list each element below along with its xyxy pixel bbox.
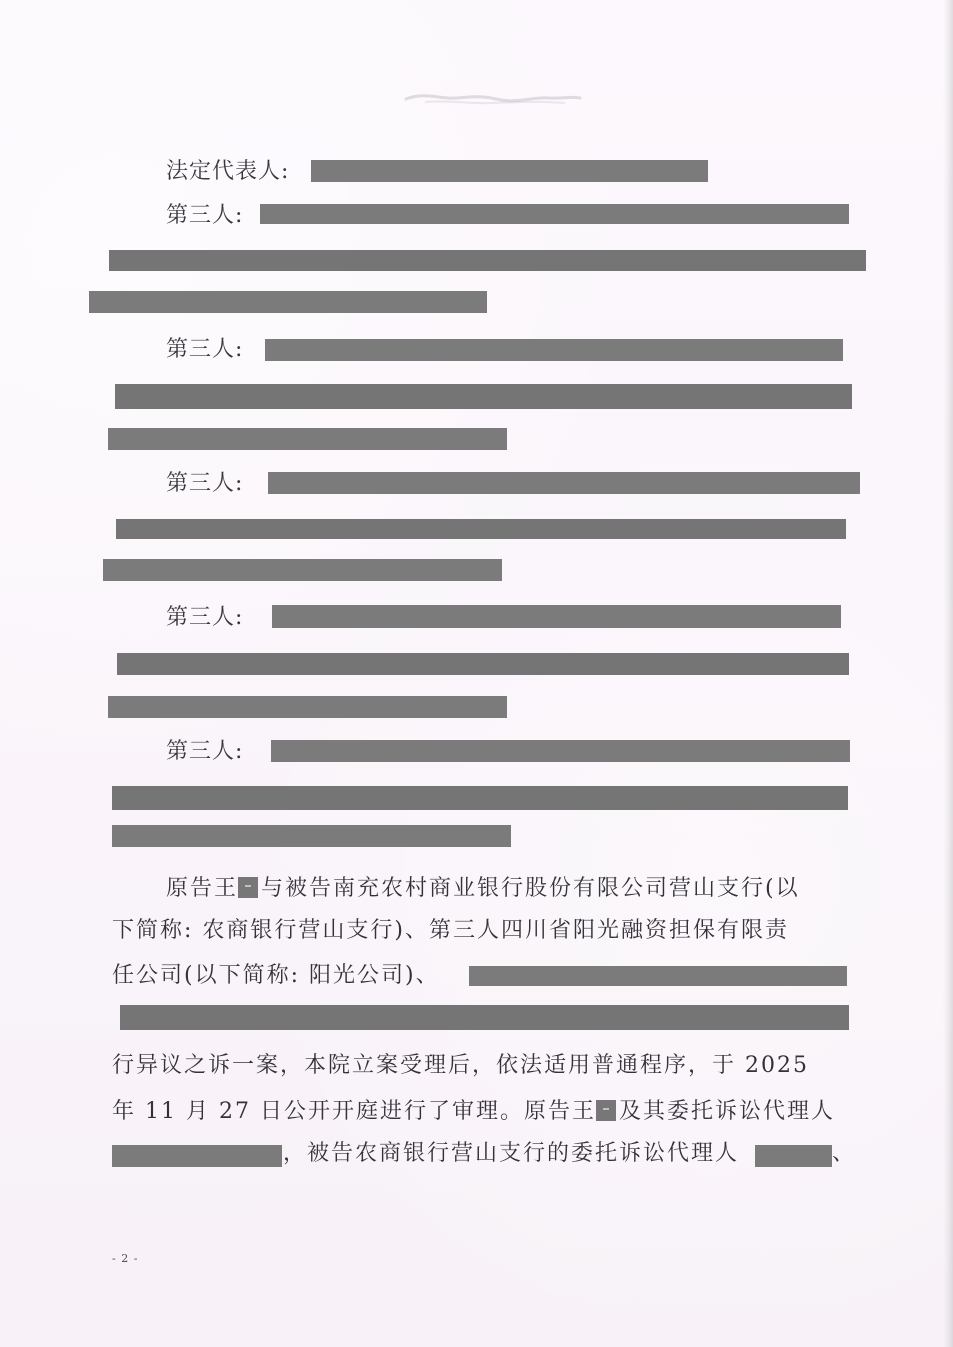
paragraph-text: 年 11 月 27 日公开开庭进行了审理。原告王 <box>112 1099 596 1124</box>
redaction-block <box>112 825 511 847</box>
redaction-block <box>112 786 848 810</box>
page-edge-shadow <box>943 0 953 1347</box>
redaction-block <box>755 1145 832 1167</box>
redaction-block <box>112 1145 282 1167</box>
paragraph-line <box>166 876 800 900</box>
redaction-block <box>311 160 708 182</box>
page-number: - 2 - <box>112 1252 139 1265</box>
redaction-block <box>265 339 843 361</box>
third-party-label: 第三人: <box>166 471 244 496</box>
paragraph-text: 及其委托诉讼代理人 <box>618 1099 835 1124</box>
redaction-block <box>108 696 507 718</box>
redaction-block <box>108 428 507 450</box>
redaction-block <box>260 204 849 224</box>
third-party-label: 第三人: <box>166 605 244 630</box>
third-party-label: 第三人: <box>166 739 244 764</box>
redaction-block <box>89 291 487 313</box>
paragraph-text: 原告王 <box>166 876 239 901</box>
redaction-block <box>272 605 841 628</box>
paragraph-line: 下简称: 农商银行营山支行)、第三人四川省阳光融资担保有限责 <box>112 918 789 943</box>
redaction-block <box>120 1005 849 1030</box>
redaction-block <box>115 384 852 409</box>
redaction-block <box>117 653 849 675</box>
paragraph-line: 行异议之诉一案，本院立案受理后，依法适用普通程序，于 2025 <box>112 1053 809 1078</box>
paragraph-line <box>283 1143 739 1165</box>
redaction-block <box>103 559 502 581</box>
paragraph-line <box>112 1099 835 1123</box>
inline-redaction <box>596 1100 616 1121</box>
paragraph-line: 任公司(以下简称: 阳光公司)、 <box>112 963 440 988</box>
redaction-block <box>109 250 866 271</box>
paragraph-text: ，被告农商银行营山支行的委托诉讼代理人 <box>283 1141 740 1166</box>
redaction-block <box>271 740 850 762</box>
faint-header-mark <box>404 88 582 110</box>
redaction-block <box>469 966 847 986</box>
third-party-label: 第三人: <box>166 337 244 362</box>
inline-redaction <box>238 877 258 898</box>
paragraph-line: 、 <box>832 1141 857 1166</box>
paragraph-text: 与被告南充农村商业银行股份有限公司营山支行(以 <box>261 876 800 901</box>
redaction-block <box>116 519 846 539</box>
redaction-block <box>268 472 860 494</box>
legal-representative-label: 法定代表人: <box>166 159 290 184</box>
third-party-label: 第三人: <box>166 203 244 228</box>
